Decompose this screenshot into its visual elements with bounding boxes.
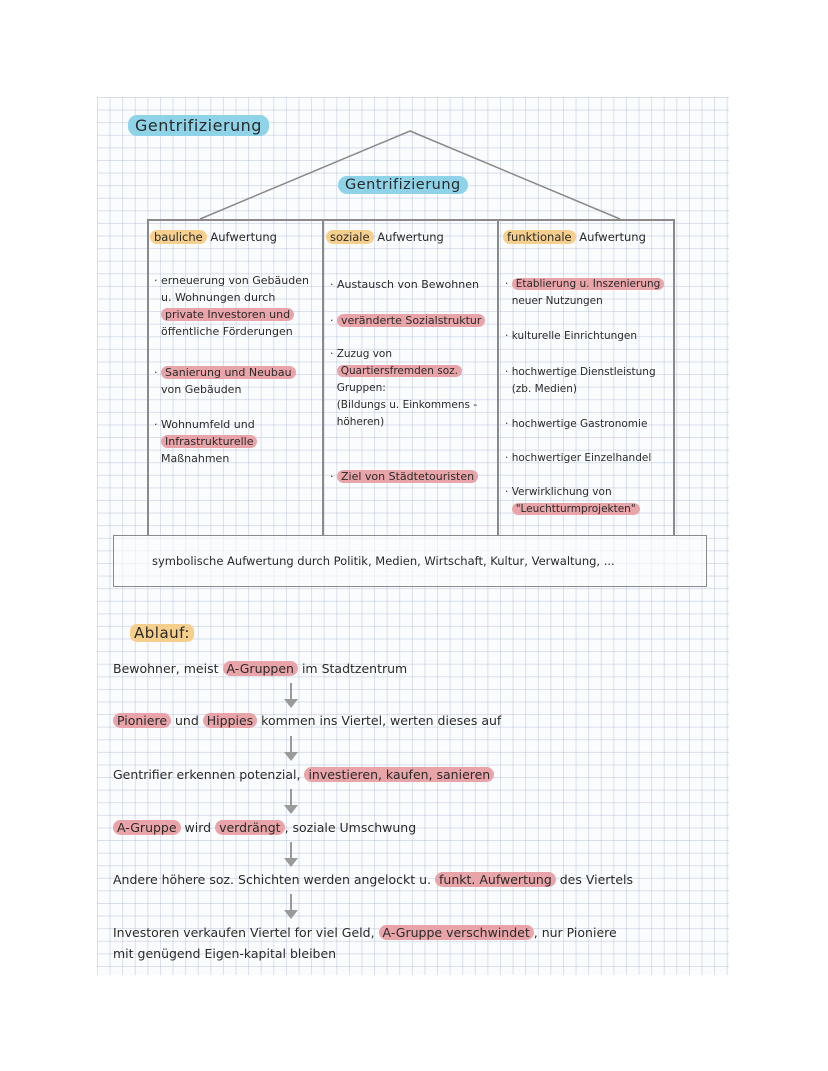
column-header-bauliche: bauliche Aufwertung [150, 230, 277, 244]
flow-arrow-icon [284, 842, 298, 868]
flow-step-3: Gentrifier erkennen potenzial, investieren, kaufen, sanieren [113, 767, 494, 782]
house-left-wall [147, 219, 149, 535]
bullet-funktionale-5: · hochwertiger Einzelhandel [505, 452, 652, 464]
bullet-bauliche-3: · Wohnumfeld und Infrastrukturelle Maßnahmen [154, 416, 257, 467]
bullet-funktionale-1: · Etablierung u. Inszenierung neuer Nutzungen [505, 276, 664, 310]
house-right-wall [673, 219, 675, 535]
house-roof [0, 0, 828, 300]
bullet-funktionale-3: · hochwertige Dienstleistung (zb. Medien) [505, 366, 656, 395]
bullet-bauliche-1: · erneuerung von Gebäuden u. Wohnungen durch private Investoren und öffentliche Förderungen [154, 274, 309, 338]
bullet-soziale-2: · veränderte Sozialstruktur [330, 312, 485, 329]
bullet-soziale-4: · Ziel von Städtetouristen [330, 468, 478, 485]
column-header-soziale: soziale Aufwertung [326, 230, 444, 244]
flow-arrow-icon [284, 894, 298, 920]
bullet-funktionale-4: · hochwertige Gastronomie [505, 418, 648, 430]
flow-arrow-icon [284, 683, 298, 709]
house-foundation [113, 535, 707, 587]
bullet-bauliche-2: · Sanierung und Neubau von Gebäuden [154, 364, 296, 398]
column-header-funktionale: funktionale Aufwertung [503, 230, 646, 244]
bullet-funktionale-6: · Verwirklichung von "Leuchtturmprojekten" [505, 484, 640, 518]
flow-arrow-icon [284, 736, 298, 762]
roof-line [200, 131, 620, 219]
bullet-funktionale-2: · kulturelle Einrichtungen [505, 330, 638, 342]
foundation-text: symbolische Aufwertung durch Politik, Medien, Wirtschaft, Kultur, Verwaltung, ... [152, 554, 615, 568]
column-divider-2 [497, 219, 499, 535]
ablauf-title: Ablauf: [130, 624, 194, 642]
flow-step-2: Pioniere und Hippies kommen ins Viertel, werten dieses auf [113, 713, 501, 728]
bullet-soziale-1: · Austausch von Bewohnen [330, 278, 479, 291]
flow-arrow-icon [284, 789, 298, 815]
flow-step-1: Bewohner, meist A-Gruppen im Stadtzentrum [113, 661, 408, 676]
flow-step-6: Investoren verkaufen Viertel for viel Geld, A-Gruppe verschwindet , nur Pioniere [113, 925, 617, 940]
column-divider-1 [322, 219, 324, 535]
flow-step-5: Andere höhere soz. Schichten werden angelockt u. funkt. Aufwertung des Viertels [113, 872, 634, 887]
bullet-soziale-3: · Zuzug von Quartiersfremden soz. Gruppen: (Bildungs u. Einkommens - höheren) [330, 348, 478, 428]
flow-step-4: A-Gruppe wird verdrängt , soziale Umschwung [113, 820, 416, 835]
roof-title: Gentrifizierung [338, 177, 468, 193]
page-title: Gentrifizierung [128, 116, 269, 135]
house-top-line [147, 219, 674, 221]
flow-step-6-cont: mit genügend Eigen-kapital bleiben [113, 946, 337, 961]
